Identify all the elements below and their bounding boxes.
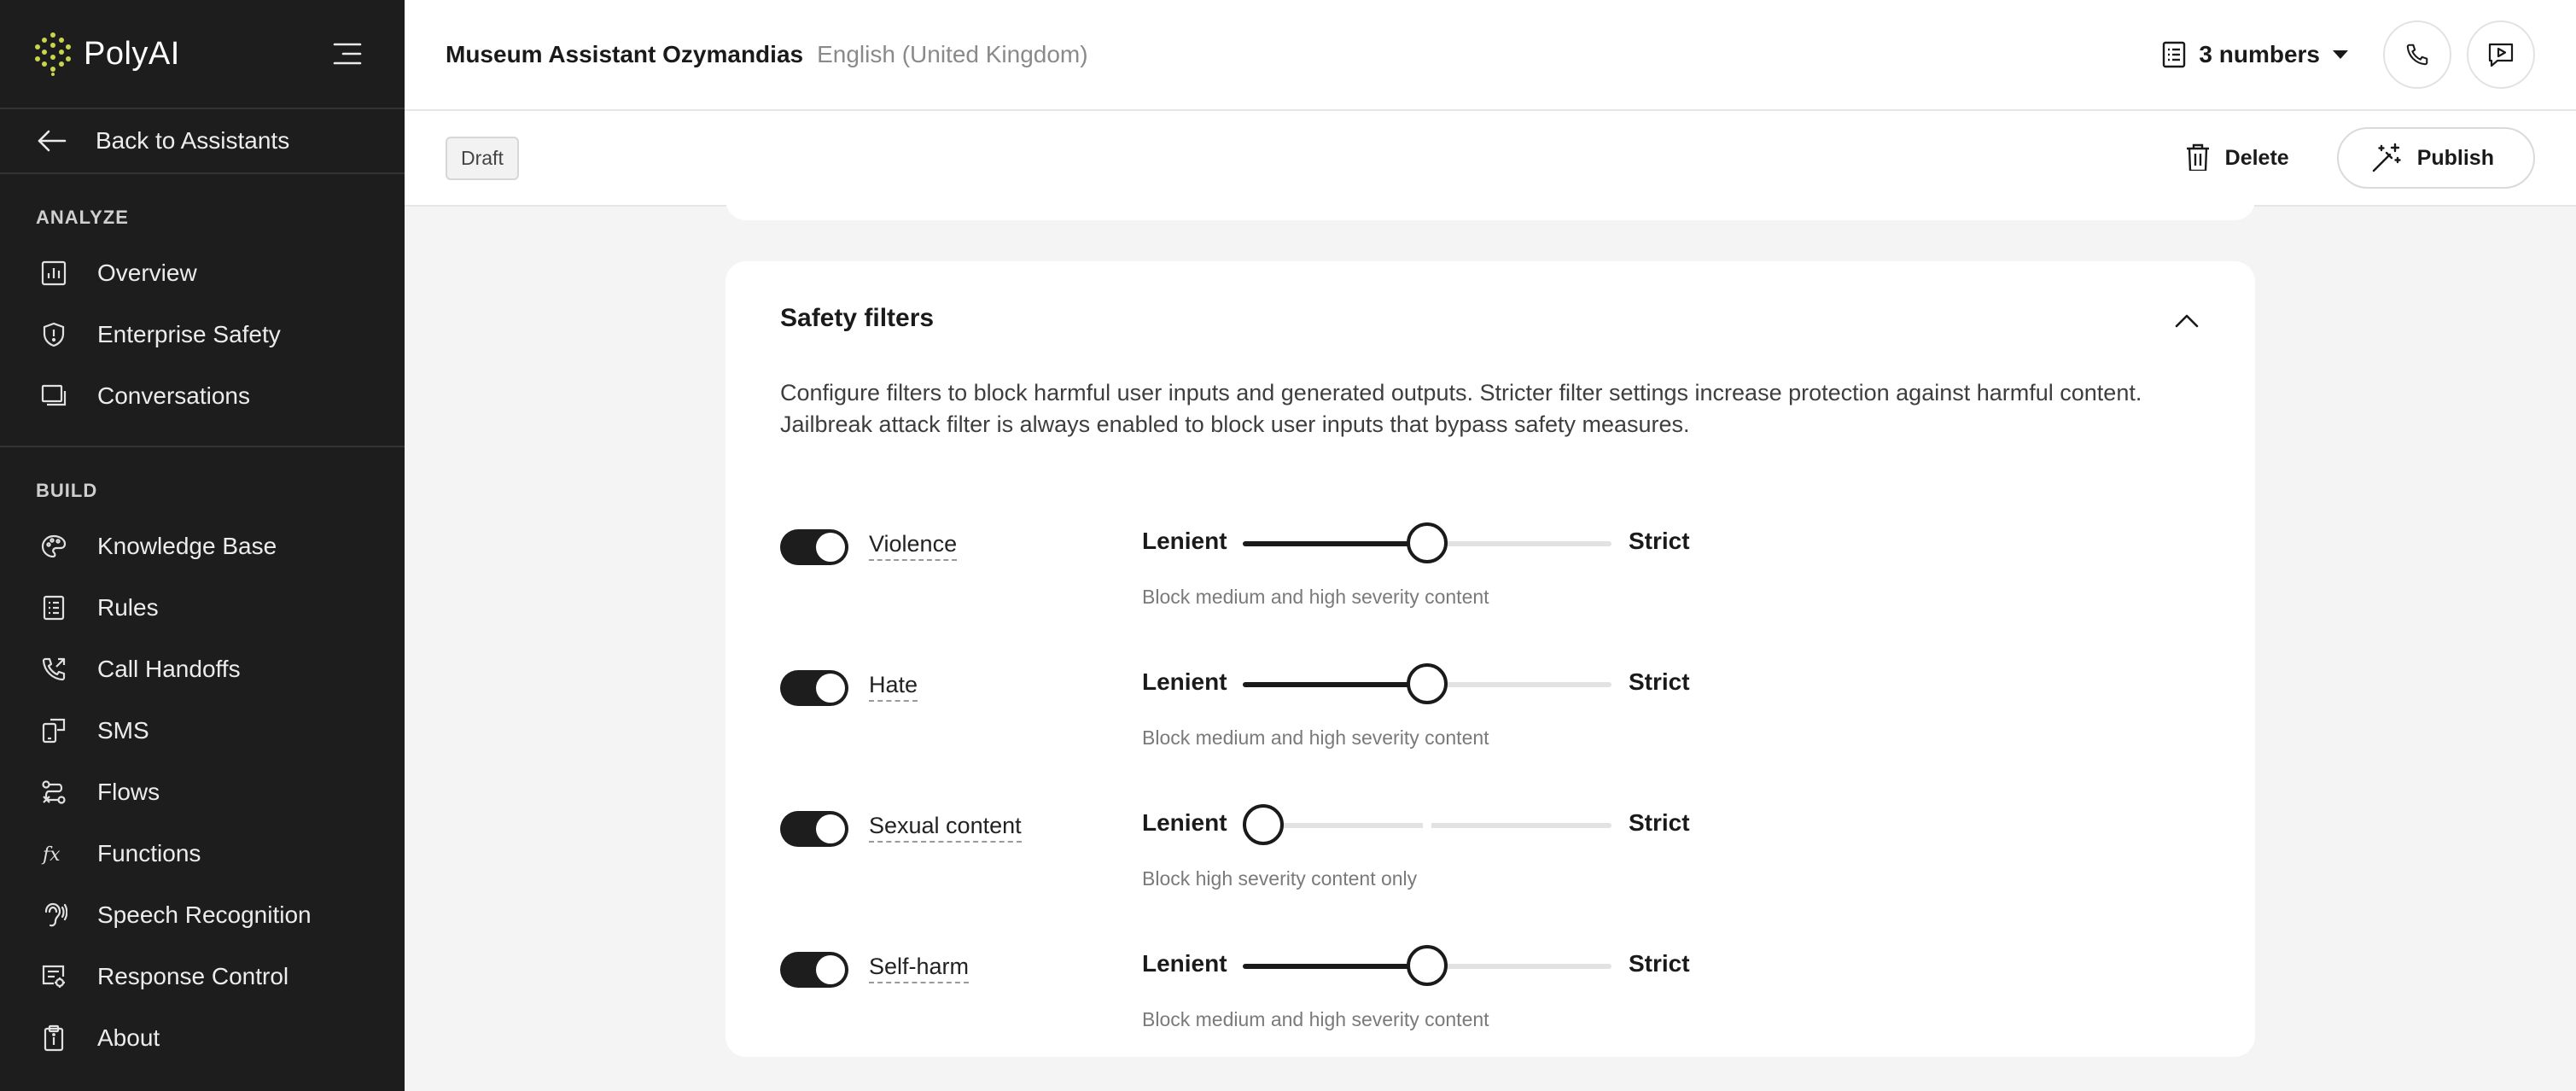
build-section (0, 446, 405, 1088)
filter-label[interactable]: Self-harm (869, 954, 969, 983)
section-title-analyze: ANALYZE (36, 207, 129, 228)
collapse-menu-icon[interactable] (333, 41, 362, 67)
logo[interactable] (34, 32, 180, 76)
self-harm-slider[interactable] (1243, 943, 1611, 988)
chat-icon (39, 382, 68, 411)
safety-filters-title: Safety filters (780, 304, 935, 332)
numbers-dropdown[interactable] (2161, 41, 2349, 68)
caret-down-icon (2332, 49, 2349, 61)
sidebar-item-label: Response Control (97, 963, 289, 989)
previous-section-card (726, 171, 2255, 220)
slider-thumb[interactable] (1243, 804, 1284, 845)
assistant-name: Museum Assistant Ozymandias (446, 41, 804, 67)
self-harm-toggle[interactable] (780, 952, 848, 988)
chart-icon (39, 259, 68, 288)
sidebar-item-label: Speech Recognition (97, 901, 312, 928)
filter-row-violence (780, 509, 1719, 608)
phone-icon (2404, 42, 2430, 67)
flows-icon (39, 778, 68, 807)
filter-hint: Block medium and high severity content (1142, 726, 1489, 749)
top-bar (405, 0, 2576, 111)
clipboard-icon (39, 1024, 68, 1053)
number-list-icon (2161, 41, 2187, 68)
back-label: Back to Assistants (96, 127, 290, 154)
test-chat-button[interactable] (2467, 20, 2535, 89)
strict-label: Strict (1629, 528, 1690, 554)
strict-label: Strict (1629, 809, 1690, 836)
slider-thumb[interactable] (1407, 945, 1448, 986)
sexual-content-slider[interactable] (1243, 802, 1611, 847)
hate-slider[interactable] (1243, 662, 1611, 706)
assistant-language: English (United Kingdom) (817, 41, 1088, 67)
lenient-label: Lenient (1142, 528, 1227, 554)
sidebar-item-label: Call Handoffs (97, 656, 241, 682)
slider-fill (1243, 541, 1427, 546)
phone-forward-icon (39, 655, 68, 684)
sidebar-item-overview[interactable] (0, 242, 405, 304)
chat-play-icon (2487, 41, 2515, 68)
sidebar-item-label: About (97, 1024, 160, 1051)
sidebar-item-response-control[interactable] (0, 946, 405, 1007)
response-icon (39, 962, 68, 991)
filter-hint: Block high severity content only (1142, 867, 1418, 890)
sidebar-item-enterprise-safety[interactable] (0, 304, 405, 365)
lenient-label: Lenient (1142, 668, 1227, 695)
filter-hint: Block medium and high severity content (1142, 586, 1489, 608)
publish-label: Publish (2416, 145, 2494, 170)
sidebar-item-label: SMS (97, 717, 149, 744)
sidebar-item-label: Knowledge Base (97, 533, 277, 559)
numbers-label: 3 numbers (2199, 41, 2320, 67)
lenient-label: Lenient (1142, 950, 1227, 977)
filter-label[interactable]: Hate (869, 672, 918, 702)
slider-thumb[interactable] (1407, 663, 1448, 704)
section-title-build: BUILD (36, 480, 98, 501)
sidebar-item-label: Overview (97, 260, 197, 286)
filter-label[interactable]: Sexual content (869, 813, 1022, 843)
sidebar-item-rules[interactable] (0, 577, 405, 639)
analyze-section (0, 174, 405, 446)
back-to-assistants-link[interactable] (0, 109, 405, 174)
sidebar-item-label: Functions (97, 840, 201, 866)
status-badge: Draft (446, 137, 519, 180)
sms-icon (39, 716, 68, 745)
function-icon (39, 839, 68, 868)
palette-icon (39, 532, 68, 561)
violence-slider[interactable] (1243, 521, 1611, 565)
filter-row-hate (780, 650, 1719, 749)
violence-toggle[interactable] (780, 529, 848, 565)
sidebar (0, 0, 405, 1091)
filter-row-self-harm (780, 931, 1719, 1030)
chevron-up-icon[interactable] (2171, 306, 2202, 336)
strict-label: Strict (1629, 668, 1690, 695)
brand-name: PolyAI (84, 35, 180, 72)
sidebar-item-functions[interactable] (0, 823, 405, 884)
slider-thumb[interactable] (1407, 522, 1448, 563)
filter-label[interactable]: Violence (869, 531, 957, 561)
list-icon (39, 593, 68, 622)
polyai-logo-icon (34, 32, 72, 76)
safety-filters-description: Configure filters to block harmful user inputs and generated outputs. Stricter filter settings increase protection against harmful content. Jailbreak attack filter is always enabled to block user inputs that bypass safety measures. (780, 380, 2142, 437)
strict-label: Strict (1629, 950, 1690, 977)
slider-fill (1243, 682, 1427, 687)
magic-wand-icon (2371, 143, 2402, 173)
filter-hint: Block medium and high severity content (1142, 1008, 1489, 1030)
sidebar-item-about[interactable] (0, 1007, 405, 1069)
lenient-label: Lenient (1142, 809, 1227, 836)
safety-filters-card (726, 261, 2255, 1057)
arrow-left-icon (38, 129, 67, 153)
sidebar-item-conversations[interactable] (0, 365, 405, 427)
sidebar-item-flows[interactable] (0, 761, 405, 823)
svg-text:fx: fx (43, 844, 61, 866)
sidebar-item-label: Conversations (97, 382, 250, 409)
shield-icon (39, 320, 68, 349)
test-call-button[interactable] (2383, 20, 2451, 89)
delete-button[interactable] (2186, 143, 2289, 172)
slider-fill (1243, 964, 1427, 969)
sidebar-item-label: Flows (97, 779, 160, 805)
sidebar-item-sms[interactable] (0, 700, 405, 761)
sidebar-header (0, 0, 405, 109)
sidebar-item-knowledge-base[interactable] (0, 516, 405, 577)
top-bar-actions (2161, 20, 2535, 89)
sidebar-item-call-handoffs[interactable] (0, 639, 405, 700)
sidebar-item-label: Enterprise Safety (97, 321, 281, 347)
sidebar-item-speech-recognition[interactable] (0, 884, 405, 946)
trash-icon (2186, 143, 2210, 172)
publish-button[interactable] (2337, 127, 2535, 189)
delete-label: Delete (2224, 145, 2289, 170)
slider-stop-marker (1423, 820, 1431, 831)
filter-row-sexual-content (780, 791, 1719, 890)
ear-icon (39, 901, 68, 930)
sexual-content-toggle[interactable] (780, 811, 848, 847)
sidebar-item-label: Rules (97, 594, 159, 621)
hate-toggle[interactable] (780, 670, 848, 706)
